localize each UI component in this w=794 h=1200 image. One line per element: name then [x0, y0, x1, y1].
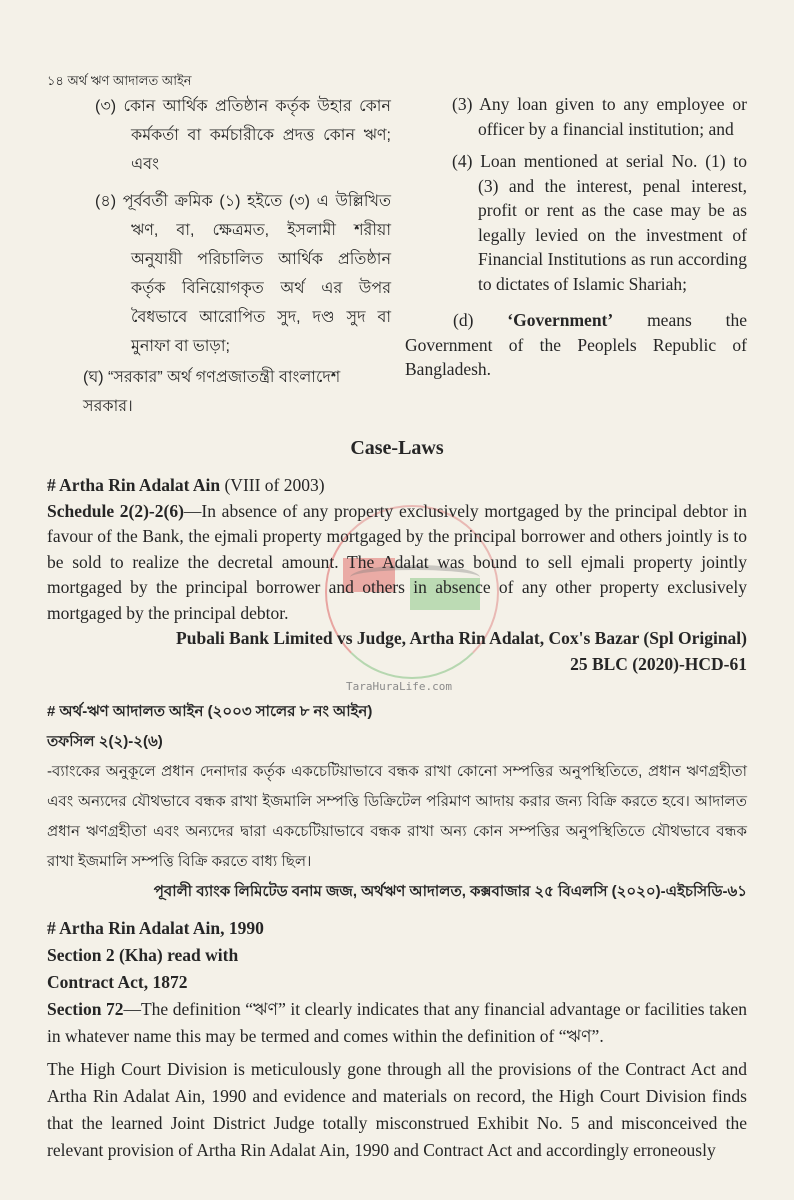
act-title: # Artha Rin Adalat Ain, 1990: [47, 918, 264, 938]
item-text: পূর্ববর্তী ক্রমিক (১) হইতে (৩) এ উল্লিখিত ঋণ, বা, ক্ষেত্রমত, ইসলামী শরীয়া অনুযায়ী পরিচালিত আর্থিক প্রতিষ্ঠান কর্তৃক বিনিয়োগকৃত অর্থ এর উপর বৈধভাবে আরোপিত সুদ, দণ্ড সুদ বা মুনাফা বা ভাড়া;: [122, 193, 392, 355]
case-body: -ব্যাংকের অনুকূলে প্রধান দেনাদার কর্তৃক একচেটিয়াভাবে বন্ধক রাখা কোনো সম্পত্তির অনুপস্থিতিতে, প্রধান ঋণগ্রহীতা এবং অন্যদের যৌথভাবে বন্ধক রাখা ইজমালি সম্পত্তি ডিক্রিটেল পরিমাণ আদায় করার জন্য বিক্রি করতে হবে। আদালত প্রধান ঋণগ্রহীতা এবং অন্যদের দ্বারা একচেটিয়াভাবে বন্ধক রাখা অন্য কোন সম্পত্তির অনুপস্থিতিতে যৌথভাবে বন্ধক রাখা ইজমালি সম্পত্তি বিক্রি করতে বাধ্য ছিল।: [47, 763, 747, 870]
def-prefix: (d): [453, 310, 508, 330]
english-government-definition: [405, 308, 747, 382]
def-text: means the Government of the Peoplels Republic of Bangladesh.: [405, 310, 748, 379]
citation: পূবালী ব্যাংক লিমিটেড বনাম জজ, অর্থঋণ আদালত, কক্সবাজার ২৫ বিএলসি (২০২০)-এইচসিডি-৬১: [153, 883, 747, 900]
item-number: (৪): [95, 193, 117, 210]
item-text: Loan mentioned at serial No. (1) to (3) and the interest, penal interest, profit or rent as the case may be as legally levied on the investment of Financial Institutions as run according to dictates of Islamic Shariah;: [478, 151, 747, 294]
schedule-ref: তফসিল ২(২)-২(৬): [47, 733, 163, 750]
english-definition-column: [405, 92, 747, 421]
act-title: # Artha Rin Adalat Ain: [47, 475, 221, 495]
contract-act-ref: Contract Act, 1872: [47, 972, 188, 992]
item-number: (3): [452, 94, 473, 114]
case-body: —In absence of any property exclusively mortgaged by the principal debtor in favour of the Bank, the ejmali property mortgaged by the principal borrower and others jointly is to be sold to realize the decretal amount. The Adalat was bound to sell ejmali property jointly mortgaged by the principal borrower and others in absence of any other property exclusively mortgaged by the principal debtor.: [47, 500, 747, 623]
definition-columns: [47, 92, 747, 421]
section-72-ref: Section 72: [47, 999, 124, 1019]
bengali-definition-column: [83, 92, 392, 421]
item-text: কোন আর্থিক প্রতিষ্ঠান কর্তৃক উহার কোন কর্মকর্তা বা কর্মচারীকে প্রদত্ত কোন ঋণ; এবং: [123, 98, 391, 173]
citation-report: 25 BLC (2020)-HCD-61: [570, 653, 747, 674]
bengali-item-3: [95, 92, 391, 179]
bengali-item-4: [95, 187, 391, 361]
running-header: ১৪ অর্থ ঋণ আদালত আইন: [47, 73, 192, 88]
case-body: —The definition “ঋণ” it clearly indicates that any financial advantage or facilities taken in whatever name this may be termed and comes within the definition of “ঋণ”.: [47, 999, 747, 1046]
section-ref: Section 2 (Kha) read with: [47, 945, 239, 965]
def-term: ‘Government’: [507, 310, 614, 330]
case-laws-heading: Case-Laws: [350, 437, 444, 459]
schedule-ref: Schedule 2(2)-2(6): [47, 500, 184, 521]
case-1-bengali: [47, 697, 747, 907]
case-2-english: [47, 915, 747, 1164]
act-title: # অর্থ-ঋণ আদালত আইন (২০০৩ সালের ৮ নং আইন): [47, 703, 373, 720]
item-number: (৩): [95, 98, 117, 115]
case-body-continued: The High Court Division is meticulously gone through all the provisions of the Contract Act and Artha Rin Adalat Ain, 1990 and evidence and materials on record, the High Court Division finds that the learned Joint District Judge totally misconstrued Exhibit No. 5 and misconceived the relevant provision of Artha Rin Adalat Ain, 1990 and Contract Act and accordingly erroneously: [47, 1059, 747, 1160]
english-item-4: [452, 149, 747, 296]
watermark-text: TaraHuraLife.com: [346, 680, 452, 693]
item-text: Any loan given to any employee or officer by a financial institution; and: [478, 94, 747, 139]
case-1-english: [47, 473, 747, 677]
bengali-government-definition: (ঘ) “সরকার” অর্থ গণপ্রজাতন্ত্রী বাংলাদেশ সরকার।: [83, 369, 341, 415]
citation: Pubali Bank Limited vs Judge, Artha Rin Adalat, Cox's Bazar (Spl Original): [176, 628, 747, 648]
act-suffix: (VIII of 2003): [220, 475, 325, 495]
english-items: [452, 92, 747, 296]
item-number: (4): [452, 151, 473, 171]
english-item-3: [452, 92, 747, 141]
